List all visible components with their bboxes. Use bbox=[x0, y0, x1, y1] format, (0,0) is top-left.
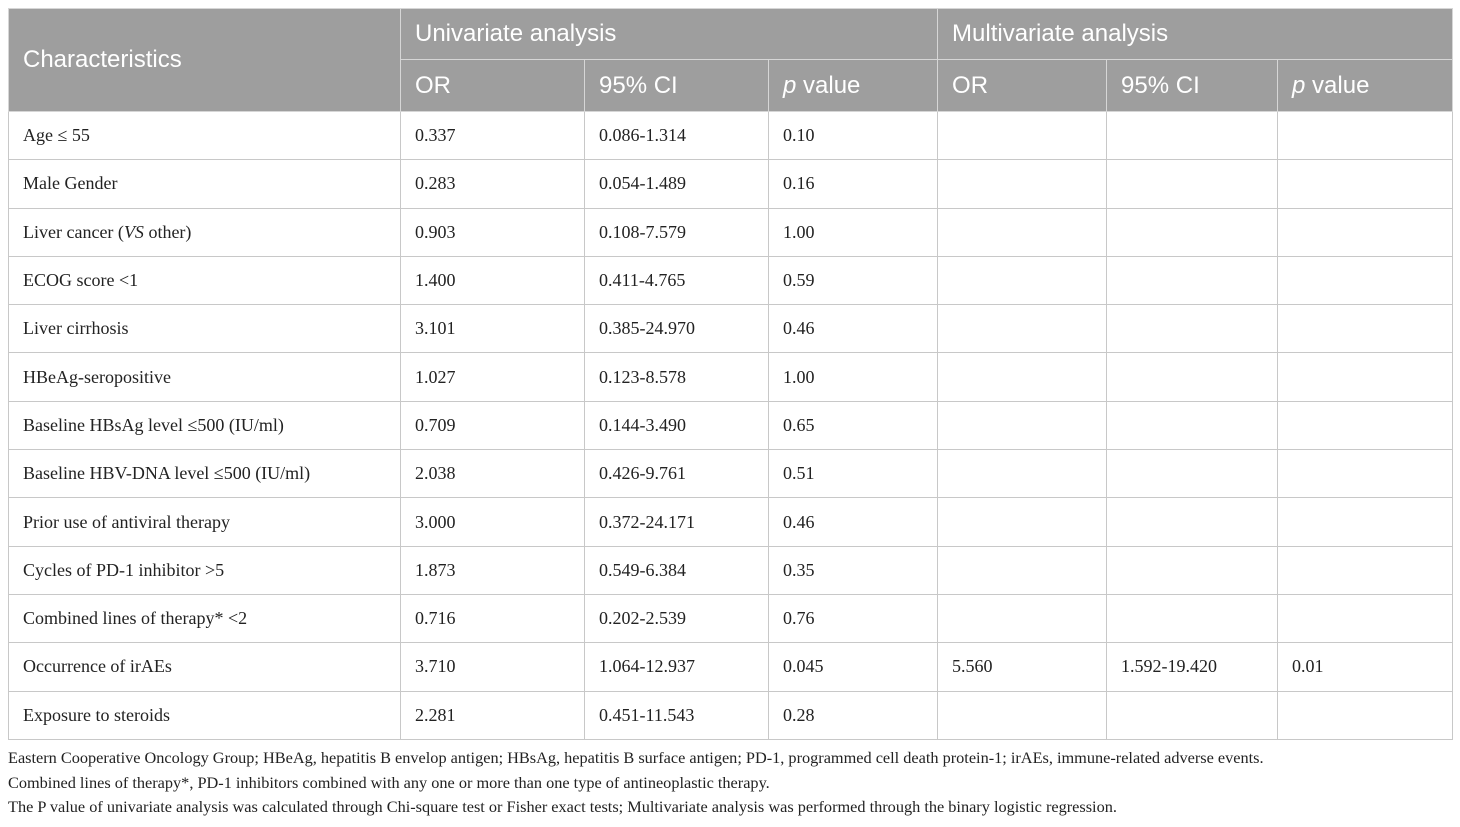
univariate-ci-cell: 0.385-24.970 bbox=[585, 305, 769, 353]
table-row bbox=[9, 594, 1453, 642]
univariate-or-cell: 0.716 bbox=[401, 594, 585, 642]
logistic-regression-table bbox=[8, 8, 1453, 740]
univariate-p-cell: 0.28 bbox=[769, 691, 938, 739]
header-multivariate-ci: 95% CI bbox=[1107, 60, 1278, 112]
multivariate-p-cell bbox=[1278, 305, 1453, 353]
univariate-ci-cell: 0.086-1.314 bbox=[585, 112, 769, 160]
footnote-methods: The P value of univariate analysis was calculated through Chi-square test or Fisher exact tests; Multivariate analysis was performed through the binary logistic regression. bbox=[8, 797, 1117, 817]
multivariate-ci-cell bbox=[1107, 160, 1278, 208]
multivariate-ci-cell bbox=[1107, 353, 1278, 401]
multivariate-or-cell bbox=[938, 401, 1107, 449]
multivariate-ci-cell bbox=[1107, 305, 1278, 353]
header-characteristics: Characteristics bbox=[9, 9, 401, 112]
univariate-or-cell: 2.038 bbox=[401, 450, 585, 498]
multivariate-or-cell bbox=[938, 594, 1107, 642]
row-label: Cycles of PD-1 inhibitor >5 bbox=[9, 546, 401, 594]
univariate-p-cell: 0.65 bbox=[769, 401, 938, 449]
univariate-ci-cell: 0.372-24.171 bbox=[585, 498, 769, 546]
multivariate-ci-cell bbox=[1107, 450, 1278, 498]
row-label: Baseline HBsAg level ≤500 (IU/ml) bbox=[9, 401, 401, 449]
table-row bbox=[9, 546, 1453, 594]
multivariate-or-cell bbox=[938, 305, 1107, 353]
p-italic: p bbox=[783, 71, 797, 99]
univariate-p-cell: 0.16 bbox=[769, 160, 938, 208]
multivariate-ci-cell bbox=[1107, 594, 1278, 642]
p-rest: value bbox=[1305, 71, 1370, 99]
table-row bbox=[9, 256, 1453, 304]
row-label: Male Gender bbox=[9, 160, 401, 208]
header-univariate-or: OR bbox=[401, 60, 585, 112]
multivariate-or-cell bbox=[938, 112, 1107, 160]
table-header bbox=[9, 9, 1453, 112]
univariate-p-cell: 0.46 bbox=[769, 305, 938, 353]
univariate-ci-cell: 0.411-4.765 bbox=[585, 256, 769, 304]
multivariate-or-cell bbox=[938, 450, 1107, 498]
univariate-p-cell: 0.045 bbox=[769, 643, 938, 691]
univariate-ci-cell: 0.054-1.489 bbox=[585, 160, 769, 208]
header-univariate: Univariate analysis bbox=[401, 9, 938, 60]
univariate-p-cell: 0.59 bbox=[769, 256, 938, 304]
multivariate-p-cell bbox=[1278, 256, 1453, 304]
multivariate-ci-cell bbox=[1107, 208, 1278, 256]
table-row bbox=[9, 112, 1453, 160]
header-multivariate: Multivariate analysis bbox=[938, 9, 1453, 60]
table-row bbox=[9, 208, 1453, 256]
multivariate-p-cell bbox=[1278, 401, 1453, 449]
header-univariate-ci: 95% CI bbox=[585, 60, 769, 112]
p-italic: p bbox=[1292, 71, 1306, 99]
table-row bbox=[9, 305, 1453, 353]
row-label: ECOG score <1 bbox=[9, 256, 401, 304]
row-label: Liver cirrhosis bbox=[9, 305, 401, 353]
univariate-p-cell: 0.10 bbox=[769, 112, 938, 160]
multivariate-or-cell bbox=[938, 691, 1107, 739]
table-body bbox=[9, 112, 1453, 740]
univariate-ci-cell: 0.123-8.578 bbox=[585, 353, 769, 401]
p-rest: value bbox=[796, 71, 861, 99]
univariate-p-cell: 0.35 bbox=[769, 546, 938, 594]
univariate-ci-cell: 0.426-9.761 bbox=[585, 450, 769, 498]
univariate-ci-cell: 1.064-12.937 bbox=[585, 643, 769, 691]
multivariate-p-cell bbox=[1278, 498, 1453, 546]
multivariate-ci-cell bbox=[1107, 546, 1278, 594]
multivariate-or-cell bbox=[938, 498, 1107, 546]
footnote-combined-lines: Combined lines of therapy*, PD-1 inhibitors combined with any one or more than one type of antineoplastic therapy. bbox=[8, 772, 770, 792]
univariate-or-cell: 0.903 bbox=[401, 208, 585, 256]
header-multivariate-or: OR bbox=[938, 60, 1107, 112]
table-row bbox=[9, 691, 1453, 739]
univariate-p-cell: 0.76 bbox=[769, 594, 938, 642]
univariate-or-cell: 3.710 bbox=[401, 643, 585, 691]
multivariate-or-cell bbox=[938, 256, 1107, 304]
multivariate-p-cell bbox=[1278, 208, 1453, 256]
multivariate-ci-cell: 1.592-19.420 bbox=[1107, 643, 1278, 691]
header-multivariate-p bbox=[1278, 60, 1453, 112]
table-row bbox=[9, 353, 1453, 401]
multivariate-or-cell bbox=[938, 546, 1107, 594]
table-footnotes bbox=[8, 746, 1458, 820]
footnote-abbreviations: Eastern Cooperative Oncology Group; HBeAg, hepatitis B envelop antigen; HBsAg, hepatitis B surface antigen; PD-1, programmed cell death protein-1; irAEs, immune-related adverse events. bbox=[8, 748, 1264, 767]
multivariate-p-cell bbox=[1278, 450, 1453, 498]
multivariate-p-cell bbox=[1278, 353, 1453, 401]
univariate-or-cell: 3.000 bbox=[401, 498, 585, 546]
univariate-ci-cell: 0.144-3.490 bbox=[585, 401, 769, 449]
multivariate-ci-cell bbox=[1107, 691, 1278, 739]
univariate-or-cell: 1.400 bbox=[401, 256, 585, 304]
multivariate-ci-cell bbox=[1107, 112, 1278, 160]
univariate-ci-cell: 0.451-11.543 bbox=[585, 691, 769, 739]
multivariate-or-cell bbox=[938, 353, 1107, 401]
multivariate-p-cell bbox=[1278, 112, 1453, 160]
multivariate-or-cell bbox=[938, 160, 1107, 208]
row-label: Occurrence of irAEs bbox=[9, 643, 401, 691]
row-label: Prior use of antiviral therapy bbox=[9, 498, 401, 546]
multivariate-p-cell bbox=[1278, 160, 1453, 208]
label-post: other) bbox=[143, 221, 192, 242]
table-row bbox=[9, 643, 1453, 691]
header-univariate-p bbox=[769, 60, 938, 112]
univariate-or-cell: 0.337 bbox=[401, 112, 585, 160]
multivariate-ci-cell bbox=[1107, 498, 1278, 546]
univariate-p-cell: 0.51 bbox=[769, 450, 938, 498]
univariate-or-cell: 2.281 bbox=[401, 691, 585, 739]
label-pre: Liver cancer ( bbox=[23, 221, 124, 242]
univariate-or-cell: 1.873 bbox=[401, 546, 585, 594]
univariate-p-cell: 1.00 bbox=[769, 353, 938, 401]
table-row bbox=[9, 450, 1453, 498]
row-label bbox=[9, 208, 401, 256]
univariate-p-cell: 1.00 bbox=[769, 208, 938, 256]
multivariate-or-cell bbox=[938, 208, 1107, 256]
row-label: HBeAg-seropositive bbox=[9, 353, 401, 401]
univariate-or-cell: 1.027 bbox=[401, 353, 585, 401]
univariate-or-cell: 0.709 bbox=[401, 401, 585, 449]
row-label: Age ≤ 55 bbox=[9, 112, 401, 160]
table-row bbox=[9, 160, 1453, 208]
row-label: Combined lines of therapy* <2 bbox=[9, 594, 401, 642]
label-italic: VS bbox=[123, 221, 144, 242]
table-row bbox=[9, 401, 1453, 449]
multivariate-ci-cell bbox=[1107, 256, 1278, 304]
univariate-or-cell: 0.283 bbox=[401, 160, 585, 208]
multivariate-ci-cell bbox=[1107, 401, 1278, 449]
row-label: Exposure to steroids bbox=[9, 691, 401, 739]
multivariate-p-cell bbox=[1278, 691, 1453, 739]
row-label: Baseline HBV-DNA level ≤500 (IU/ml) bbox=[9, 450, 401, 498]
multivariate-p-cell bbox=[1278, 594, 1453, 642]
univariate-or-cell: 3.101 bbox=[401, 305, 585, 353]
table-row bbox=[9, 498, 1453, 546]
univariate-ci-cell: 0.549-6.384 bbox=[585, 546, 769, 594]
univariate-p-cell: 0.46 bbox=[769, 498, 938, 546]
multivariate-or-cell: 5.560 bbox=[938, 643, 1107, 691]
results-table-container bbox=[8, 8, 1452, 740]
multivariate-p-cell: 0.01 bbox=[1278, 643, 1453, 691]
multivariate-p-cell bbox=[1278, 546, 1453, 594]
univariate-ci-cell: 0.202-2.539 bbox=[585, 594, 769, 642]
univariate-ci-cell: 0.108-7.579 bbox=[585, 208, 769, 256]
